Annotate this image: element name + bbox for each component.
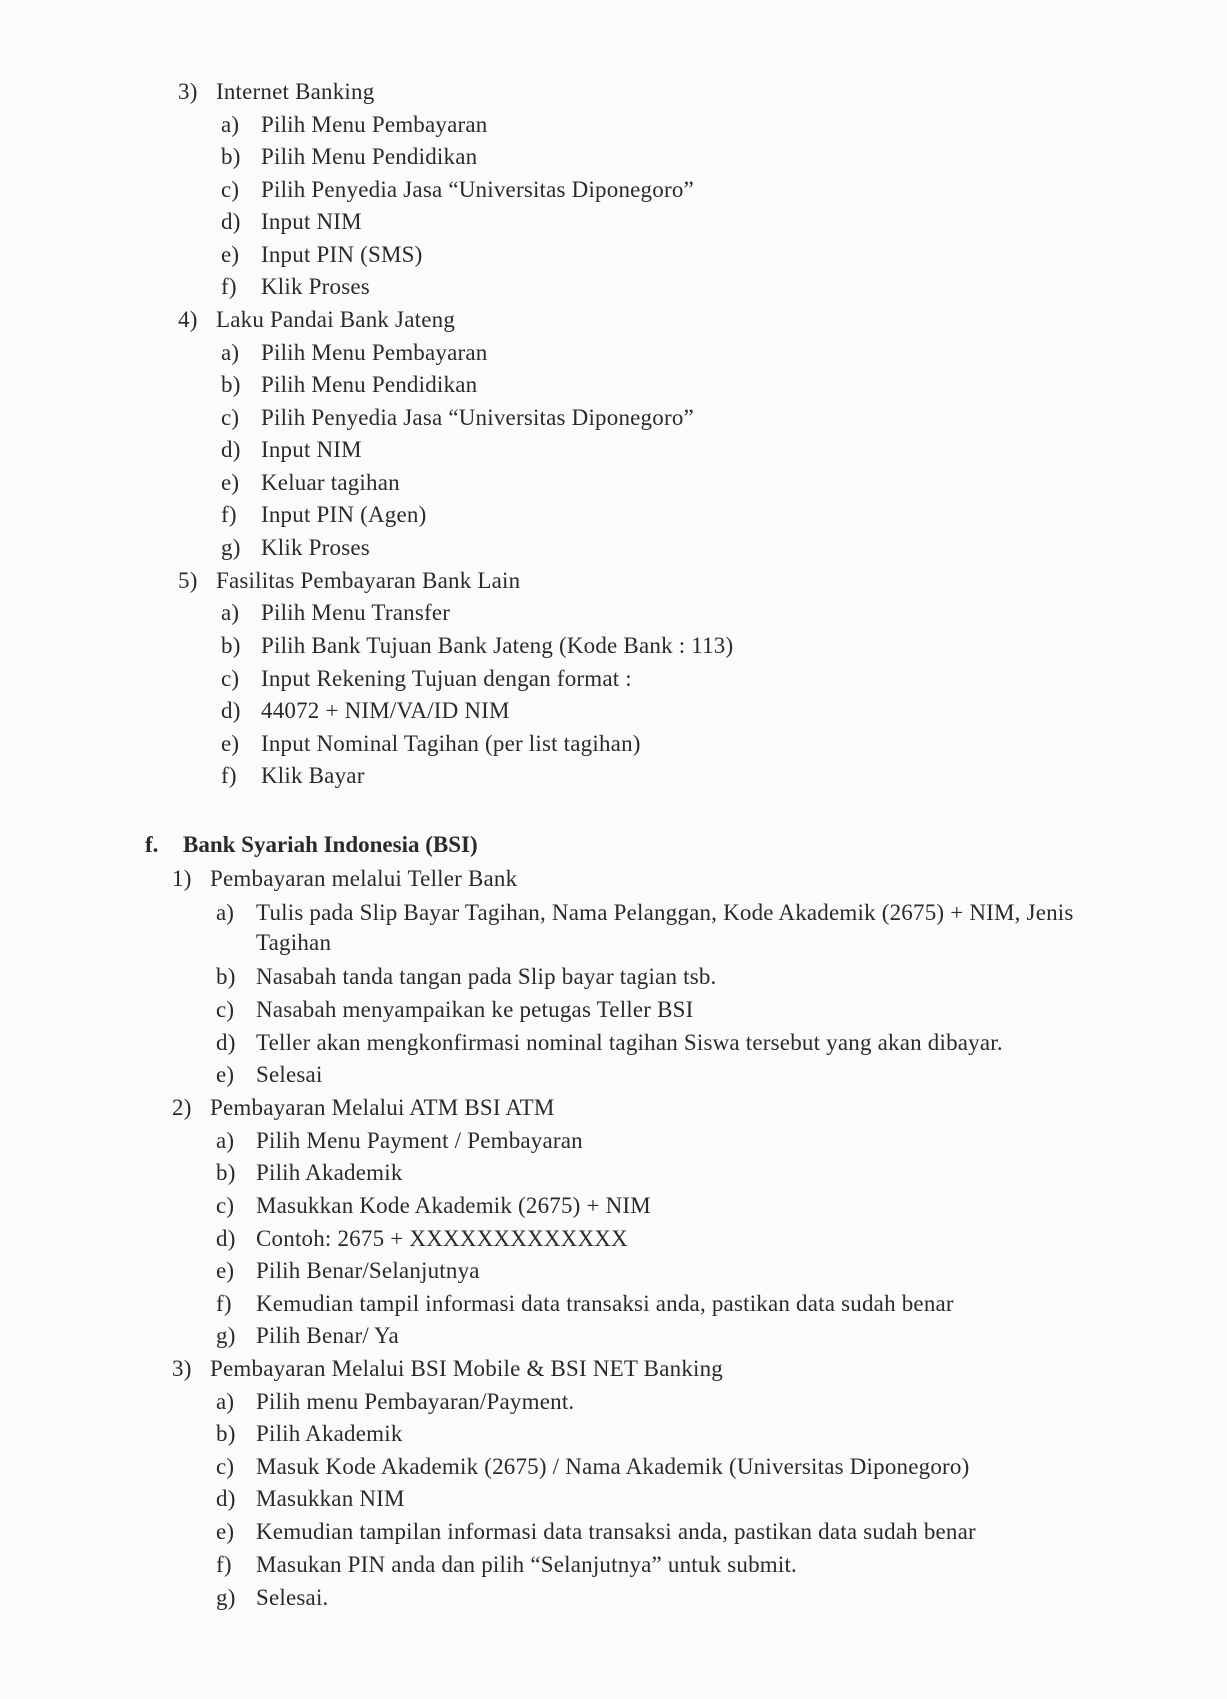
list-text: Klik Bayar: [261, 763, 365, 788]
list-marker: g): [221, 535, 241, 560]
list-item: [216, 1289, 954, 1319]
list-item: [221, 729, 641, 759]
list-marker: d): [216, 1030, 236, 1055]
list-marker: d): [221, 209, 241, 234]
list-marker: f): [221, 274, 237, 299]
list-item: [216, 1158, 403, 1188]
list-marker: 2): [172, 1095, 192, 1120]
list-marker: 4): [178, 307, 198, 332]
list-item: [216, 1224, 628, 1254]
list-item: [221, 142, 477, 172]
list-text: Pilih Menu Pendidikan: [261, 372, 478, 397]
list-text: Pilih Penyedia Jasa “Universitas Diponegoro”: [261, 405, 694, 430]
list-text: Pilih Menu Transfer: [261, 600, 451, 625]
list-text: Pembayaran Melalui BSI Mobile & BSI NET Banking: [210, 1356, 724, 1381]
list-text: Nasabah tanda tangan pada Slip bayar tagian tsb.: [256, 964, 717, 989]
list-marker: a): [221, 112, 240, 137]
list-marker: b): [216, 1421, 236, 1446]
list-text: Input PIN (SMS): [261, 242, 423, 267]
list-marker: d): [216, 1226, 236, 1251]
group-heading: [172, 1354, 723, 1384]
list-marker: b): [221, 144, 241, 169]
list-item: [216, 1256, 480, 1286]
list-marker: a): [216, 900, 234, 925]
list-item: [221, 240, 422, 270]
list-item: [216, 1419, 403, 1449]
list-marker: e): [216, 1258, 235, 1283]
list-text: Input NIM: [261, 209, 362, 234]
list-text: Pembayaran Melalui ATM BSI ATM: [210, 1095, 555, 1120]
list-text: Pilih Menu Pembayaran: [261, 340, 488, 365]
list-marker: a): [216, 1128, 235, 1153]
list-item: [216, 1550, 797, 1580]
list-marker: g): [216, 1323, 236, 1348]
list-item: [216, 995, 693, 1025]
list-item: [221, 435, 362, 465]
list-item: [216, 1387, 574, 1417]
list-item: [221, 664, 632, 694]
list-item: [221, 272, 370, 302]
list-marker: e): [221, 242, 240, 267]
list-text: Pilih menu Pembayaran/Payment.: [256, 1389, 575, 1414]
list-text: Contoh: 2675 + XXXXXXXXXXXXX: [256, 1226, 628, 1251]
list-marker: f): [216, 1552, 232, 1577]
list-marker: a): [221, 600, 240, 625]
list-marker: b): [221, 633, 241, 658]
list-text: Pilih Benar/ Ya: [256, 1323, 399, 1348]
list-item: [216, 1060, 323, 1090]
list-marker: 3): [172, 1356, 192, 1381]
list-marker: c): [221, 177, 240, 202]
list-item: [221, 468, 400, 498]
list-item: [221, 533, 370, 563]
list-marker: d): [216, 1486, 236, 1511]
list-text: Fasilitas Pembayaran Bank Lain: [216, 568, 521, 593]
list-marker: 3): [178, 79, 198, 104]
list-item: [216, 1583, 329, 1613]
group-heading: [178, 77, 374, 107]
list-item: [216, 1321, 399, 1351]
list-item: [221, 370, 477, 400]
list-text: Input NIM: [261, 437, 362, 462]
list-marker: e): [216, 1062, 235, 1087]
list-marker: f.: [145, 832, 159, 857]
list-text: Pembayaran melalui Teller Bank: [210, 866, 518, 891]
list-text: Keluar tagihan: [261, 470, 400, 495]
list-marker: c): [216, 1193, 235, 1218]
group-heading: [178, 305, 455, 335]
list-item: [221, 338, 488, 368]
list-marker: e): [221, 731, 240, 756]
list-item: [221, 761, 365, 791]
list-text: Input Rekening Tujuan dengan format :: [261, 666, 632, 691]
list-item: [216, 1452, 969, 1482]
list-marker: f): [221, 502, 237, 527]
list-text: Pilih Menu Payment / Pembayaran: [256, 1128, 583, 1153]
list-text: Nasabah menyampaikan ke petugas Teller BSI: [256, 997, 694, 1022]
group-heading: [172, 864, 517, 894]
list-text: Masukan PIN anda dan pilih “Selanjutnya” untuk submit.: [256, 1552, 797, 1577]
list-text: 44072 + NIM/VA/ID NIM: [261, 698, 510, 723]
list-marker: 1): [172, 866, 192, 891]
list-item: [221, 175, 694, 205]
list-item: [221, 500, 426, 530]
list-item: [216, 1191, 651, 1221]
list-marker: e): [221, 470, 240, 495]
list-marker: f): [216, 1291, 232, 1316]
group-heading: [172, 1093, 555, 1123]
list-text: Pilih Benar/Selanjutnya: [256, 1258, 480, 1283]
list-marker: 5): [178, 568, 198, 593]
list-text: Masukkan Kode Akademik (2675) + NIM: [256, 1193, 651, 1218]
list-item: [216, 1028, 1003, 1058]
list-marker: b): [221, 372, 241, 397]
list-text: Pilih Penyedia Jasa “Universitas Diponegoro”: [261, 177, 694, 202]
list-text: Input PIN (Agen): [261, 502, 427, 527]
list-text: Pilih Menu Pendidikan: [261, 144, 478, 169]
list-text: Pilih Menu Pembayaran: [261, 112, 488, 137]
list-text: Pilih Akademik: [256, 1421, 403, 1446]
list-marker: a): [221, 340, 240, 365]
list-item: [221, 403, 694, 433]
list-marker: f): [221, 763, 237, 788]
list-text: Selesai.: [256, 1585, 329, 1610]
list-marker: a): [216, 1389, 235, 1414]
list-item: [221, 207, 362, 237]
list-text: Masukkan NIM: [256, 1486, 405, 1511]
list-text: Teller akan mengkonfirmasi nominal tagihan Siswa tersebut yang akan dibayar.: [256, 1030, 1003, 1055]
list-item: [216, 1517, 976, 1547]
list-marker: d): [221, 698, 241, 723]
list-text: Pilih Akademik: [256, 1160, 403, 1185]
list-marker: c): [216, 997, 235, 1022]
list-text: Bank Syariah Indonesia (BSI): [183, 832, 478, 857]
list-text: Masuk Kode Akademik (2675) / Nama Akademik (Universitas Diponegoro): [256, 1454, 970, 1479]
list-marker: c): [216, 1454, 235, 1479]
list-marker: c): [221, 405, 240, 430]
list-item: [221, 696, 510, 726]
section-heading: [145, 830, 478, 860]
list-marker: d): [221, 437, 241, 462]
list-text: Input Nominal Tagihan (per list tagihan): [261, 731, 641, 756]
list-text: Klik Proses: [261, 274, 370, 299]
list-marker: b): [216, 964, 236, 989]
list-item: a) Tulis pada Slip Bayar Tagihan, Nama Pelanggan, Kode Akademik (2675) + NIM, Jenis Tagihan: [216, 900, 1074, 955]
list-item: [216, 1484, 405, 1514]
list-text: Selesai: [256, 1062, 323, 1087]
list-text: Internet Banking: [216, 79, 375, 104]
list-text: Kemudian tampil informasi data transaksi anda, pastikan data sudah benar: [256, 1291, 954, 1316]
group-heading: [178, 566, 520, 596]
list-marker: b): [216, 1160, 236, 1185]
list-text: Laku Pandai Bank Jateng: [216, 307, 456, 332]
list-text: Kemudian tampilan informasi data transaksi anda, pastikan data sudah benar: [256, 1519, 976, 1544]
list-text: Klik Proses: [261, 535, 370, 560]
list-marker: c): [221, 666, 240, 691]
list-item: [216, 962, 717, 992]
list-item: [216, 1126, 583, 1156]
list-item: [221, 110, 488, 140]
list-text: Pilih Bank Tujuan Bank Jateng (Kode Bank : 113): [261, 633, 734, 658]
list-marker: g): [216, 1585, 236, 1610]
list-marker: e): [216, 1519, 235, 1544]
list-item: [221, 598, 450, 628]
list-item: [221, 631, 733, 661]
